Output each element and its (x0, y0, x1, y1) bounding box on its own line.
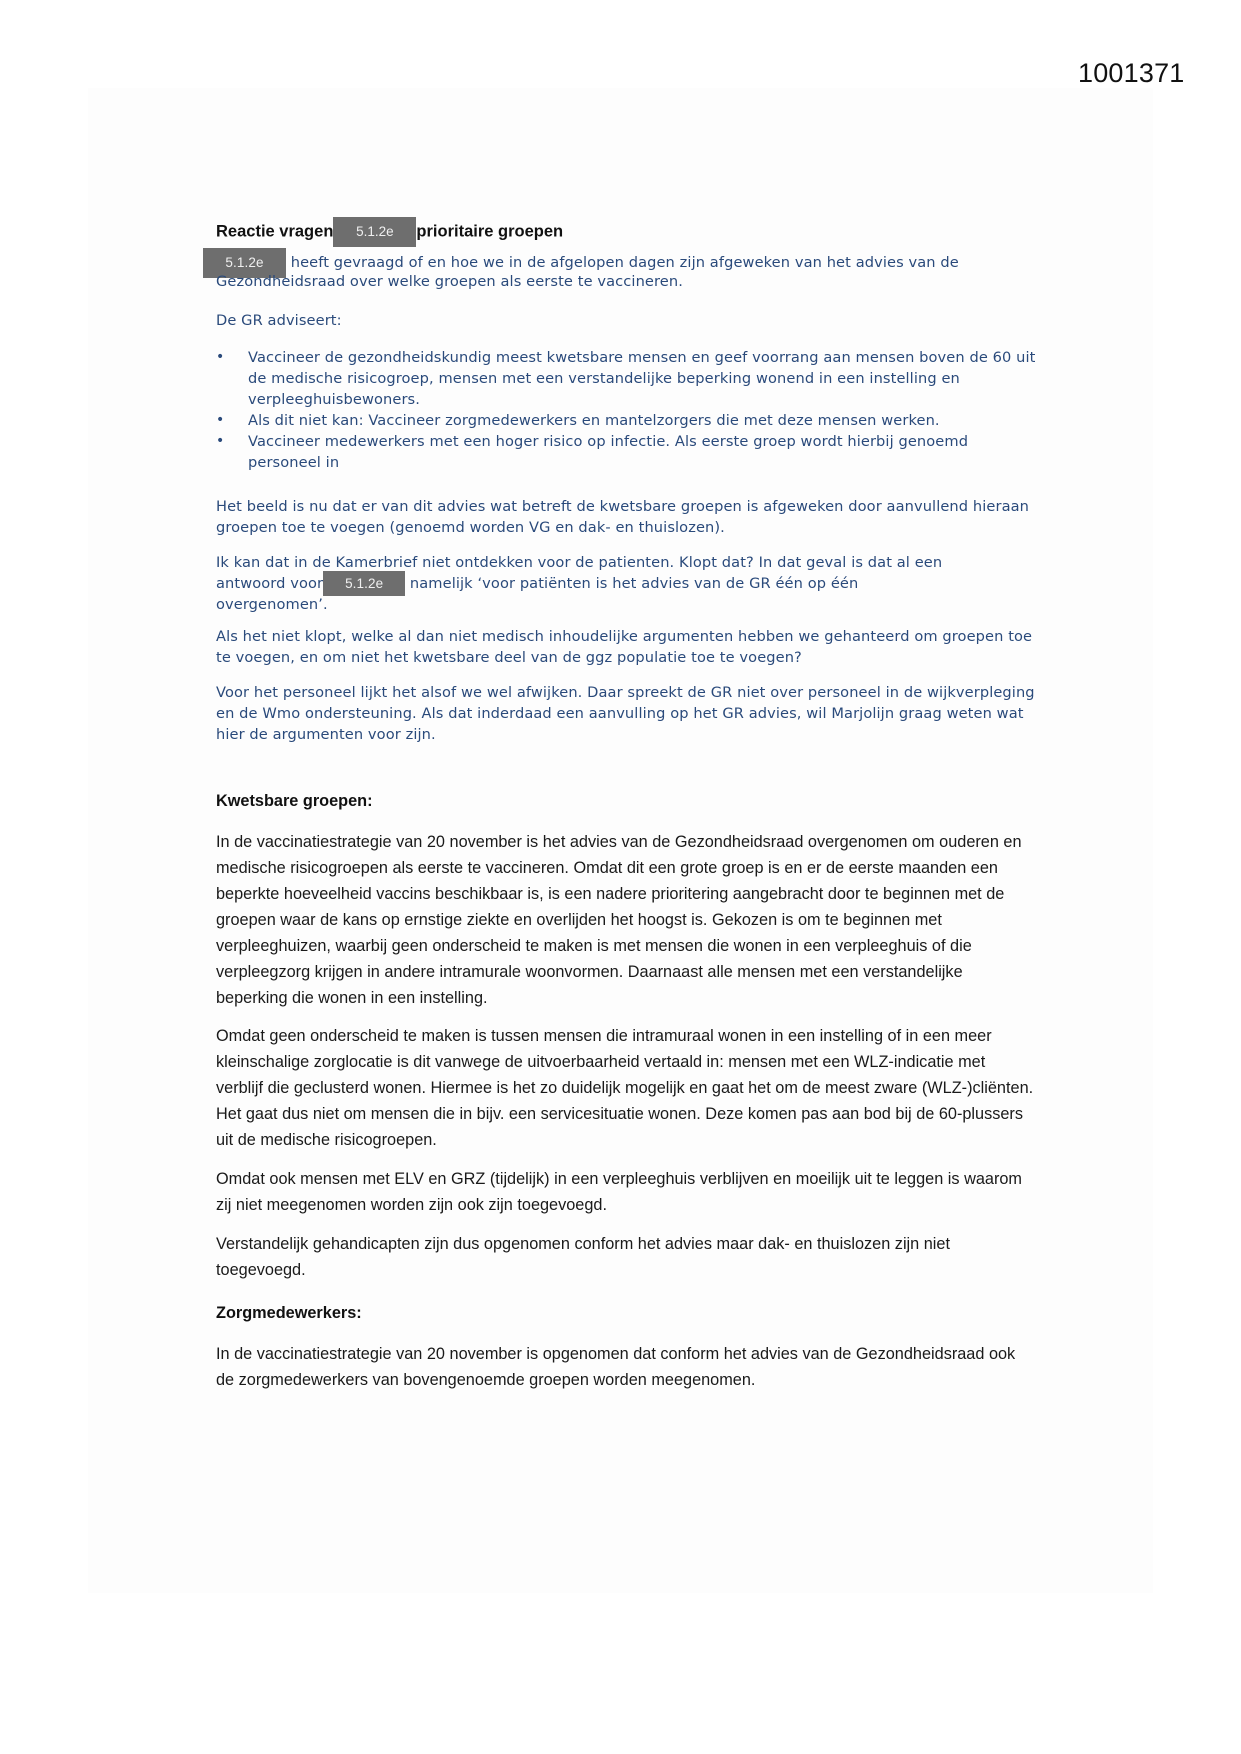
kamerbrief-line1: Ik kan dat in de Kamerbrief niet ontdekken voor de patienten. Klopt dat? In dat geval is dat al een (216, 554, 943, 571)
redaction-box: 5.1.2e (333, 217, 416, 247)
heading-zorgmedewerkers: Zorgmedewerkers: (216, 1304, 362, 1322)
email-title-suffix: prioritaire groepen (416, 222, 564, 241)
gr-advice-list (216, 347, 1036, 473)
email-intro-line1: heeft gevraagd of en hoe we in de afgelopen dagen zijn afgeweken van het advies van de (290, 254, 959, 271)
redaction-box: 5.1.2e (203, 248, 286, 278)
email-title-prefix: Reactie vragen (216, 222, 334, 241)
paragraph-kamerbrief (216, 552, 1036, 615)
paragraph-personeel: Voor het personeel lijkt het alsof we wel afwijken. Daar spreekt de GR niet over personeel in de wijkverpleging en de Wmo ondersteuning. Als dat inderdaad een aanvulling op het GR advies, wil Marjolijn graag weten wat hier de argumenten voor zijn. (216, 684, 1035, 743)
gr-advice-text: Vaccineer medewerkers met een hoger risico op infectie. Als eerste groep wordt hierbij genoemd personeel in (248, 433, 969, 471)
memo-paragraph: In de vaccinatiestrategie van 20 november is opgenomen dat conform het advies van de Gezondheidsraad ook de zorgmedewerkers van bovengenoemde groepen worden meegenomen. (216, 1345, 1016, 1389)
heading-kwetsbare-groepen: Kwetsbare groepen: (216, 792, 373, 810)
gr-advice-item (216, 431, 1036, 473)
email-title (216, 217, 563, 247)
kamerbrief-line2-prefix: antwoord voor (216, 575, 324, 592)
memo-paragraph: Verstandelijk gehandicapten zijn dus opgenomen conform het advies maar dak- en thuislozen zijn niet toegevoegd. (216, 1235, 951, 1279)
gr-advice-item (216, 347, 1036, 410)
bullet-icon: • (216, 349, 225, 365)
memo-paragraph: Omdat geen onderscheid te maken is tussen mensen die intramuraal wonen in een instelling of in een meer kleinschalige zorglocatie is dit vanwege de uitvoerbaarheid vertaald in: mensen met een WLZ-indicatie met verblijf die geclusterd wonen. Hiermee is het zo duidelijk mogelijk en gaat het om de meest zware (WLZ-)cliënten. Het gaat dus niet om mensen die in bijv. een servicesituatie wonen. Deze komen pas aan bod bij de 60-plussers uit de medische risicogroepen. (216, 1027, 1034, 1149)
gr-advises-label: De GR adviseert: (216, 312, 342, 329)
gr-advice-text: Als dit niet kan: Vaccineer zorgmedewerkers en mantelzorgers die met deze mensen werken. (248, 412, 940, 429)
document-number: 1001371 (1078, 58, 1185, 88)
bullet-icon: • (216, 412, 225, 428)
email-intro-paragraph (203, 248, 1043, 292)
paragraph-klopt-niet: Als het niet klopt, welke al dan niet medisch inhoudelijke argumenten hebben we gehanteerd om groepen toe te voegen, en om niet het kwetsbare deel van de ggz populatie toe te voegen? (216, 628, 1033, 666)
bullet-icon: • (216, 433, 225, 449)
gr-advice-text: Vaccineer de gezondheidskundig meest kwetsbare mensen en geef voorrang aan mensen boven de 60 uit de medische risicogroep, mensen met een verstandelijke beperking wonend in een instelling en verpleeghuisbewoners. (248, 349, 1036, 408)
paragraph-beeld: Het beeld is nu dat er van dit advies wat betreft de kwetsbare groepen is afgeweken door aanvullend hieraan groepen toe te voegen (genoemd worden VG en dak- en thuislozen). (216, 498, 1030, 536)
email-intro-line2: Gezondheidsraad over welke groepen als eerste te vaccineren. (216, 273, 683, 290)
gr-advice-item (216, 410, 1036, 431)
memo-paragraph: In de vaccinatiestrategie van 20 november is het advies van de Gezondheidsraad overgenomen om ouderen en medische risicogroepen als eerste te vaccineren. Omdat dit een grote groep is en er de eerste maanden een beperkte hoeveelheid vaccins beschikbaar is, is een nadere prioritering aangebracht door te beginnen met de groepen waar de kans op ernstige ziekte en overlijden het hoogst is. Gekozen is om te beginnen met verpleeghuizen, waarbij geen onderscheid te maken is met mensen die wonen in een verpleeghuis of die verpleegzorg krijgen in andere intramurale woonvormen. Daarnaast alle mensen met een verstandelijke beperking die wonen in een instelling. (216, 833, 1022, 1007)
memo-paragraph: Omdat ook mensen met ELV en GRZ (tijdelijk) in een verpleeghuis verblijven en moeilijk uit te leggen is waarom zij niet meegenomen worden zijn ook zijn toegevoegd. (216, 1170, 1022, 1214)
kamerbrief-line2-suffix: namelijk ‘voor patiënten is het advies van de GR één op één (409, 575, 859, 592)
redaction-box: 5.1.2e (323, 571, 405, 596)
kamerbrief-line3: overgenomen’. (216, 596, 328, 613)
